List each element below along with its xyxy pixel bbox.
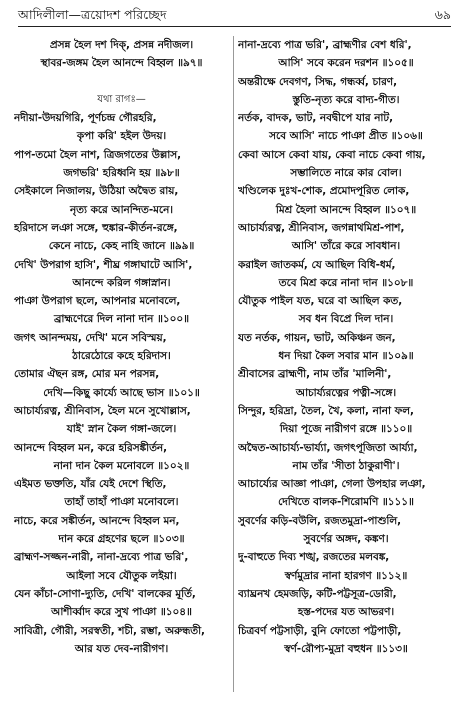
verse-line: সাবিত্রী, গৌরী, সরস্বতী, শচী, রম্ভা, অরুন্ধতী, bbox=[14, 624, 206, 637]
left-column bbox=[14, 36, 229, 658]
spacer bbox=[14, 73, 229, 91]
chapter-title: আদিলীলা—ত্রয়োদশ পরিচ্ছেদ bbox=[18, 7, 167, 22]
verse-line: দান করে গ্রহণের ছলে ॥১০৩॥ bbox=[58, 533, 185, 546]
verse-line: আশীর্ব্বাদ করে সুখ পাঞা ॥১০৪॥ bbox=[51, 606, 192, 619]
verse-line: মিশ্র হৈলা আনন্দে বিহ্বল ॥১০৭॥ bbox=[275, 203, 417, 216]
verse-line: স্তুতি-নৃত্য করে বাদ্য-গীত। bbox=[292, 93, 400, 106]
verse-line: আর যত দেব-নারীগণ। bbox=[74, 642, 169, 655]
verse-line: দিয়া পূজে নারীগণ রঙ্গে ॥১১০॥ bbox=[279, 423, 413, 436]
verse-line: সুবর্ণের অঙ্গদ, কঙ্কণ। bbox=[303, 533, 389, 546]
verse-line: পাঞা উপরাগ ছলে, আপনার মনোবলে, bbox=[14, 295, 181, 308]
page-number: ৬৯ bbox=[434, 7, 451, 22]
verse-line: নাচে, করে সঙ্কীর্তন, আনন্দে বিহ্বল মন, bbox=[14, 514, 180, 527]
verse-line: আচার্য্যরত্ন, শ্রীনিবাস, হৈল মনে সুখোল্লাস, bbox=[14, 404, 191, 417]
verse-line: অদ্বৈত-আচার্য্য-ভার্য্যা, জগৎপূজিতা আর্য্যা, bbox=[238, 441, 418, 454]
verse-line: নাম তাঁর 'সীতা ঠাকুরাণী'। bbox=[292, 459, 400, 472]
verse-line: যেন কাঁচা-সোণা-দ্যুতি, দেখি' বালকের মূর্তি, bbox=[14, 587, 196, 600]
verse-line: আচার্য্যরত্নের পত্নী-সঙ্গে। bbox=[295, 386, 397, 399]
verse-line: স্বর্ণ-রৌপ্য-মুদ্রা বহুধন ॥১১৩॥ bbox=[284, 642, 408, 655]
verse-line: তাহাঁ তাহাঁ পাঞা মনোবলে। bbox=[64, 496, 179, 509]
verse-line: দু-বাহুতে দিব্য শঙ্খ, রজতের মলবঙ্ক, bbox=[238, 551, 390, 564]
verse-line: ব্রাহ্মণেরে দিল নানা দান ॥১০০॥ bbox=[54, 313, 189, 326]
column-divider bbox=[233, 36, 234, 692]
verse-line: জগভরি' হরিধ্বনি হয় ॥৯৮॥ bbox=[63, 167, 180, 180]
verse-line: স্বর্ণমুদ্রার নানা হারগণ ॥১১২॥ bbox=[284, 569, 408, 582]
verse-line: তোমার ঐছন রঙ্গ, মোর মন পরসন্ন, bbox=[14, 368, 160, 381]
verse-line: প্রসন্ন হৈল দশ দিক্‌, প্রসন্ন নদীজল। bbox=[49, 39, 194, 51]
verse-line: আসি' তাঁরে করে সাবধান। bbox=[291, 240, 401, 253]
verse-line: সুবর্ণের কড়ি-বউলি, রজতমুদ্রা-পাশুলি, bbox=[238, 514, 402, 527]
verse-line: আসি' সবে করেন দরশন ॥১০৫॥ bbox=[278, 57, 414, 70]
verse-line: সেইকালে নিজালয়, উঠিয়া অদ্বৈত রায়, bbox=[14, 185, 179, 198]
verse-line: যত নর্তক, গায়ন, ভাট, অকিঞ্চন জন, bbox=[238, 331, 396, 344]
verse-line: নানা-দ্রব্যে পাত্র ভরি', ব্রাহ্মণীর বেশ ধরি', bbox=[238, 39, 412, 51]
verse-line: আইলা সবে যৌতুক লইয়া। bbox=[66, 569, 177, 582]
verse-line: পাপ-তমো হৈল নাশ, ত্রিজগতের উল্লাস, bbox=[14, 148, 182, 161]
verse-line: দেখিতে বালক-শিরোমণি ॥১১১॥ bbox=[278, 496, 414, 509]
verse-line: ধন দিয়া কৈল সবার মান ॥১০৯॥ bbox=[278, 350, 414, 363]
verse-line: সবে আসি' নাচে পাঞা প্রীত ॥১০৬॥ bbox=[269, 130, 423, 143]
verse-line: হরিদাসে লঞা সঙ্গে, হুঙ্কার-কীর্তন-রঙ্গে, bbox=[14, 221, 178, 234]
verse-line: এইমত ভক্ততি, যাঁর যেই দেশে স্থিতি, bbox=[14, 478, 167, 491]
verse-line: ব্রাহ্মণ-সজ্জন-নারী, নানা-দ্রব্যে পাত্র ভরি', bbox=[14, 551, 189, 564]
verse-line: আচার্য্যরত্ন, শ্রীনিবাস, জগন্নাথমিশ্র-পাশ, bbox=[238, 221, 405, 234]
verse-line: চিত্রবর্ণ পট্টসাড়ী, বুনি ফোতো পট্টপাড়ী, bbox=[238, 624, 402, 637]
raga-heading: যথা রাগঃ— bbox=[97, 93, 146, 105]
verse-line: কেবা আসে কেবা যায়, কেবা নাচে কেবা গায়, bbox=[238, 148, 426, 161]
verse-line: সিন্দুর, হরিদ্রা, তৈল, খৈ, কলা, নানা ফল, bbox=[238, 404, 414, 417]
right-column bbox=[238, 36, 454, 658]
verse-line: নানা দান কৈল মনোবলে ॥১০২॥ bbox=[53, 459, 190, 472]
verse-line: আচার্য্যের আজ্ঞা পাঞা, গেলা উপহার লঞা, bbox=[238, 478, 426, 491]
verse-line: কেনে নাচে, কেহ নাহি জানে ॥৯৯॥ bbox=[48, 240, 195, 253]
verse-line: আনন্দে বিহ্বল মন, করে হরিসঙ্কীর্তন, bbox=[14, 441, 168, 454]
verse-line: অন্তরীক্ষে দেবগণ, সিদ্ধ, গন্ধর্ব্ব, চারণ, bbox=[238, 75, 398, 88]
verse-line: ব্যাঘ্রনখ হেমজড়ি, কটি-পট্টসূত্র-ডোরী, bbox=[238, 587, 397, 600]
verse-line: যাই' স্নান কৈল গঙ্গা-জলে। bbox=[66, 423, 177, 436]
verse-line: হস্ত-পদের যত আভরণ। bbox=[297, 606, 395, 619]
verse-line: নর্তক, বাদক, ভাট, নবদ্বীপে যার নাট, bbox=[238, 112, 394, 125]
verse-line: নৃত্য করে আনন্দিত-মনে। bbox=[69, 203, 173, 216]
verse-line: তবে মিশ্র করে নানা দান ॥১০৮॥ bbox=[278, 276, 414, 289]
verse-line: দেখি—কিছু কার্য্যে আছে ভাস ॥১০১॥ bbox=[43, 386, 200, 399]
verse-line: করাইল জাতকর্ম, যে আছিল বিধি-ধর্ম, bbox=[238, 258, 396, 271]
verse-line: নদীয়া-উদয়গিরি, পূর্ণচন্দ্র গৌরহরি, bbox=[14, 112, 157, 125]
verse-line: ঠারেঠোরে কহে হরিদাস। bbox=[72, 350, 171, 363]
verse-line: দেখি' উপরাগ হাসি', শীঘ্র গঙ্গাঘাটে আসি', bbox=[14, 258, 193, 271]
verse-line: সব ধন বিপ্রে দিল দান। bbox=[298, 313, 394, 326]
verse-line: স্থাবর-জঙ্গম হৈল আনন্দে বিহ্বল ॥৯৭॥ bbox=[40, 57, 203, 70]
verse-line: খণ্ডিলেক দুঃখ-শোক, প্রমোদপূরিত লোক, bbox=[238, 185, 410, 198]
verse-line: আনন্দে করিল গঙ্গাস্নান। bbox=[72, 276, 171, 289]
verse-line: জগৎ আনন্দময়, দেখি' মনে সবিস্ময়, bbox=[14, 331, 167, 344]
verse-line: কৃপা করি' হইল উদয়। bbox=[76, 130, 167, 143]
verse-line: সম্ভালিতে নারে কার বোল। bbox=[290, 167, 402, 180]
running-header bbox=[18, 6, 451, 27]
verse-line: শ্রীবাসের ব্রাহ্মণী, নাম তাঁর 'মালিনী', bbox=[238, 368, 392, 381]
verse-line: যৌতুক পাইল যত, ঘরে বা আছিল কত, bbox=[238, 295, 403, 308]
